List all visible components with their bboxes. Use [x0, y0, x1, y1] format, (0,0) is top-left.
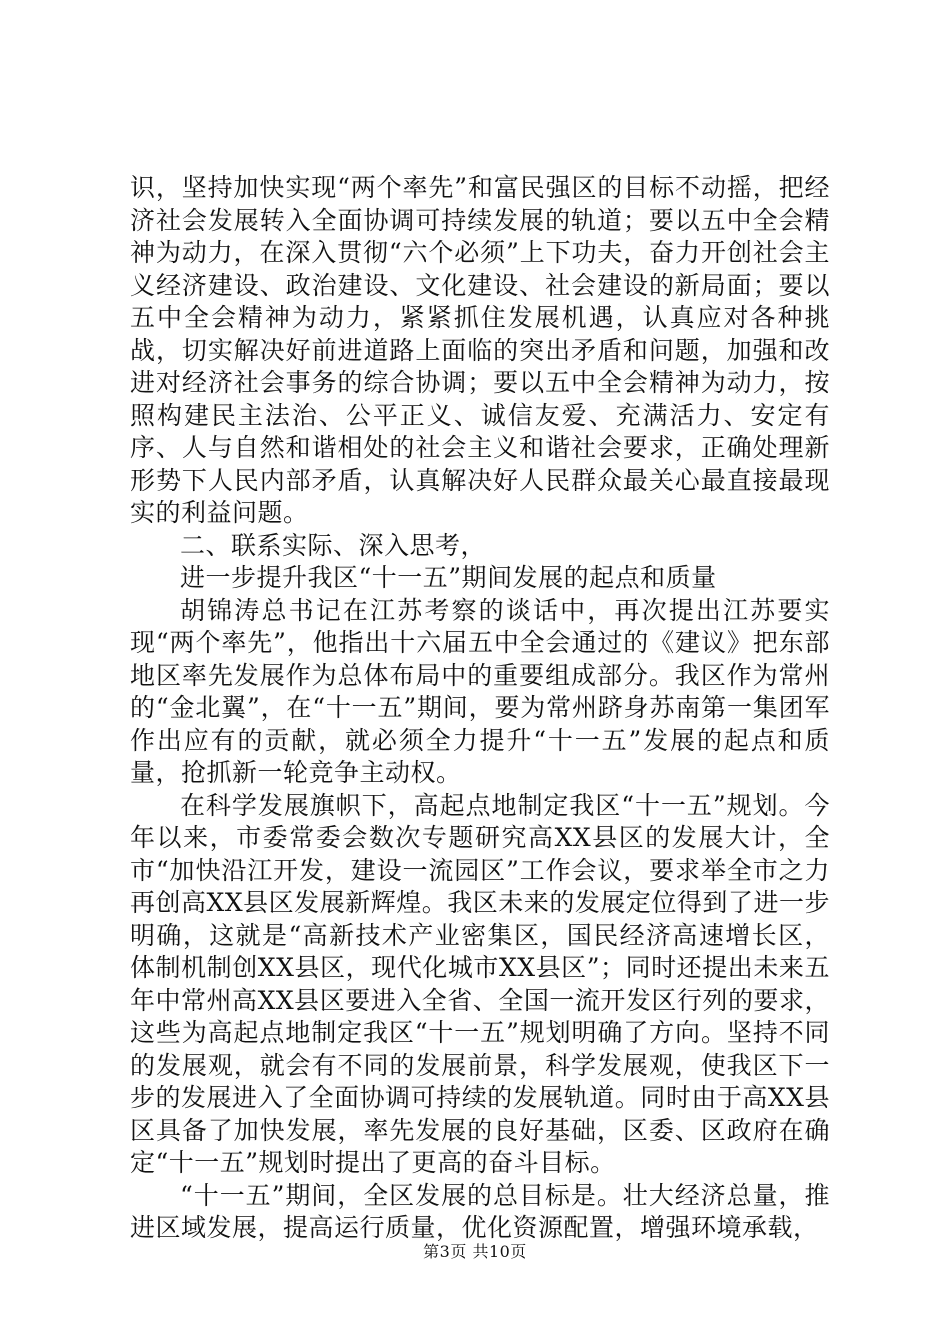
page-number-footer: 第3页 共10页	[423, 1242, 527, 1261]
paragraph-continuation: 识，坚持加快实现“两个率先”和富民强区的目标不动摇，把经济社会发展转入全面协调可持续发展的轨道；要以五中全会精神为动力，在深入贯彻“六个必须”上下功夫，奋力开创社会主义经济建设、政治建设、文化建设、社会建设的新局面；要以五中全会精神为动力，紧紧抓住发展机遇，认真应对各种挑战，切实解决好前进道路上面临的突出矛盾和问题，加强和改进对经济社会事务的综合协调；要以五中全会精神为动力，按照构建民主法治、公平正义、诚信友爱、充满活力、安定有序、人与自然和谐相处的社会主义和谐社会要求，正确处理新形势下人民内部矛盾，认真解决好人民群众最关心最直接最现实的利益问题。	[130, 173, 830, 527]
paragraph-goals: “十一五”期间，全区发展的总目标是。壮大经济总量，推进区域发展，提高运行质量，优化资源配置，增强环境承载，	[130, 1180, 830, 1242]
section-heading-line2: 进一步提升我区“十一五”期间发展的起点和质量	[180, 563, 717, 592]
document-body	[130, 172, 830, 1245]
paragraph-planning: 在科学发展旗帜下，高起点地制定我区“十一五”规划。今年以来，市委常委会数次专题研究高XX县区的发展大计，全市“加快沿江开发，建设一流园区”工作会议，要求举全市之力再创高XX县区发展新辉煌。我区未来的发展定位得到了进一步明确，这就是“高新技术产业密集区，国民经济高速增长区，体制机制创XX县区，现代化城市XX县区”；同时还提出未来五年中常州高XX县区要进入全省、全国一流开发区行列的要求，这些为高起点地制定我区“十一五”规划明确了方向。坚持不同的发展观，就会有不同的发展前景，科学发展观，使我区下一步的发展进入了全面协调可持续的发展轨道。同时由于高XX县区具备了加快发展，率先发展的良好基础，区委、区政府在确定“十一五”规划时提出了更高的奋斗目标。	[130, 790, 830, 1177]
section-heading-line1: 二、联系实际、深入思考，	[180, 530, 487, 560]
paragraph-hu-jintao: 胡锦涛总书记在江苏考察的谈话中，再次提出江苏要实现“两个率先”，他指出十六届五中全会通过的《建议》把东部地区率先发展作为总体布局中的重要组成部分。我区作为常州的“金北翼”，在“十一五”期间，要为常州跻身苏南第一集团军作出应有的贡献，就必须全力提升“十一五”发展的起点和质量，抢抓新一轮竞争主动权。	[130, 595, 830, 787]
